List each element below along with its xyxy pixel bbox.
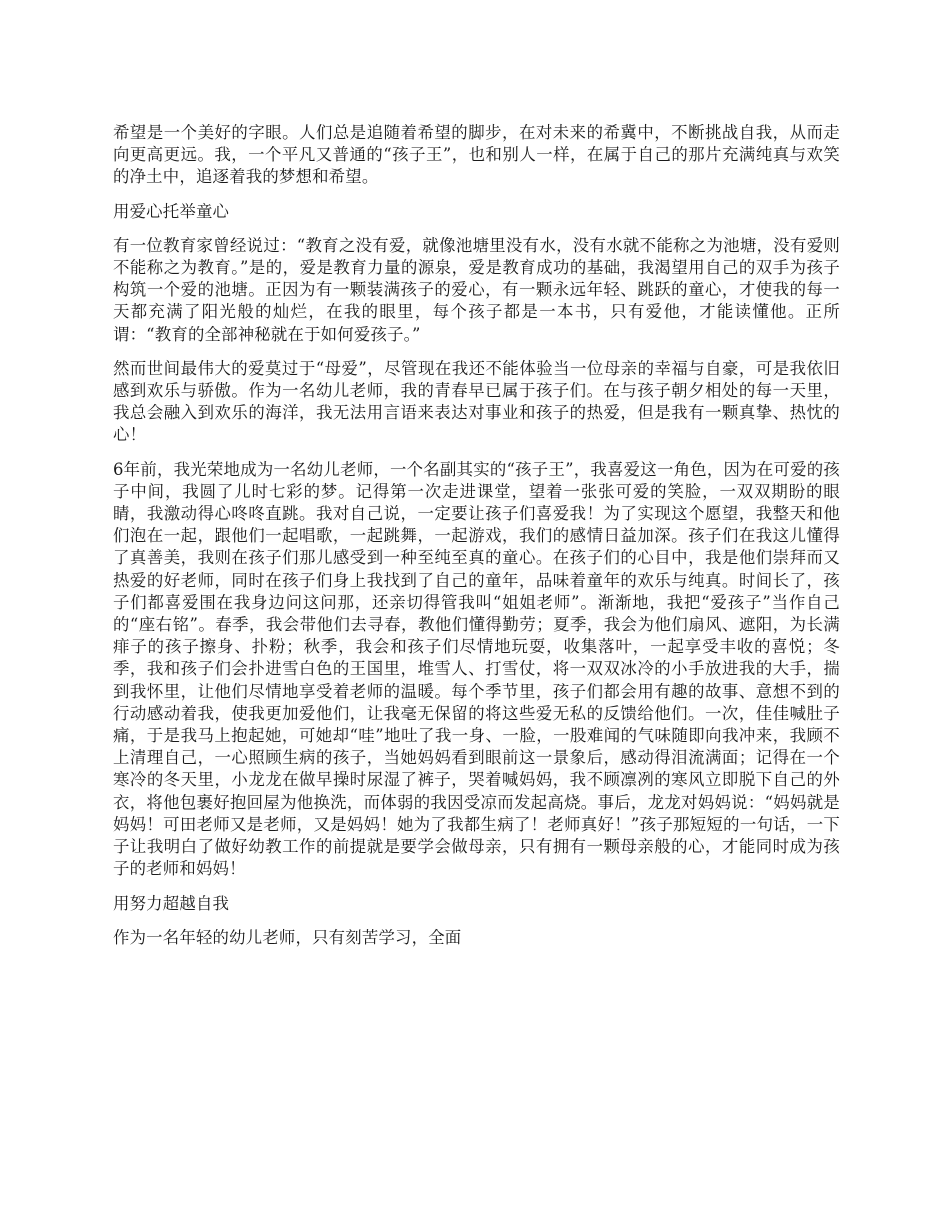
section-heading-effort: 用努力超越自我 bbox=[113, 893, 230, 913]
paragraph-educator-quote: 有一位教育家曾经说过：“教育之没有爱，就像池塘里没有水，没有水就不能称之为池塘，没有爱则不能称之为教育。”是的，爱是教育力量的源泉，爱是教育成功的基础，我渴望用自己的双手为孩子构筑一个爱的池塘。正因为有一颗装满孩子的爱心，有一颗永远年轻、跳跃的童心，才使我的每一天都充满了阳光般的灿烂，在我的眼里，每个孩子都是一本书，只有爱他，才能读懂他。正所谓：“教育的全部神秘就在于如何爱孩子。” bbox=[113, 235, 840, 344]
section-heading-love: 用爱心托举童心 bbox=[113, 201, 230, 221]
intro-paragraph: 希望是一个美好的字眼。人们总是追随着希望的脚步，在对未来的希冀中，不断挑战自我，从而走向更高更远。我，一个平凡又普通的“孩子王”，也和别人一样，在属于自己的那片充满纯真与欢笑的净土中，追逐着我的梦想和希望。 bbox=[113, 123, 840, 187]
paragraph-young-teacher: 作为一名年轻的幼儿老师，只有刻苦学习，全面 bbox=[113, 927, 462, 947]
paragraph-maternal-love: 然而世间最伟大的爱莫过于“母爱”，尽管现在我还不能体验当一位母亲的幸福与自豪，可是我依旧感到欢乐与骄傲。作为一名幼儿老师，我的青春早已属于孩子们。在与孩子朝夕相处的每一天里，我总会融入到欢乐的海洋，我无法用言语来表达对事业和孩子的热爱，但是我有一颗真挚、热忱的心！ bbox=[113, 358, 840, 445]
paragraph-teacher-story: 6年前，我光荣地成为一名幼儿老师，一个名副其实的“孩子王”，我喜爱这一角色，因为在可爱的孩子中间，我圆了儿时七彩的梦。记得第一次走进课堂，望着一张张可爱的笑脸，一双双期盼的眼睛，我激动得心咚咚直跳。我对自己说，一定要让孩子们喜爱我！为了实现这个愿望，我整天和他们泡在一起，跟他们一起唱歌，一起跳舞，一起游戏，我们的感情日益加深。孩子们在我这儿懂得了真善美，我则在孩子们那儿感受到一种至纯至真的童心。在孩子们的心目中，我是他们崇拜而又热爱的好老师，同时在孩子们身上我找到了自己的童年，品味着童年的欢乐与纯真。时间长了，孩子们都喜爱围在我身边问这问那，还亲切得管我叫“姐姐老师”。渐渐地，我把“爱孩子”当作自己的“座右铭”。春季，我会带他们去寻春，教他们懂得勤劳；夏季，我会为他们扇风、遮阳，为长满痱子的孩子擦身、扑粉；秋季，我会和孩子们尽情地玩耍，收集落叶，一起享受丰收的喜悦；冬季，我和孩子们会扑进雪白色的王国里，堆雪人、打雪仗，将一双双冰冷的小手放进我的大手，揣到我怀里，让他们尽情地享受着老师的温暖。每个季节里，孩子们都会用有趣的故事、意想不到的行动感动着我，使我更加爱他们，让我毫无保留的将这些爱无私的反馈给他们。一次，佳佳喊肚子痛，于是我马上抱起她，可她却“哇”地吐了我一身、一脸，一股难闻的气味随即向我冲来，我顾不上清理自己，一心照顾生病的孩子，当她妈妈看到眼前这一景象后，感动得泪流满面；记得在一个寒冷的冬天里，小龙龙在做早操时尿湿了裤子，哭着喊妈妈，我不顾凛冽的寒风立即脱下自己的外衣，将他包裹好抱回屋为他换洗，而体弱的我因受凉而发起高烧。事后，龙龙对妈妈说：“妈妈就是妈妈！可田老师又是老师，又是妈妈！她为了我都生病了！老师真好！”孩子那短短的一句话，一下子让我明白了做好幼教工作的前提就是要学会做母亲，只有拥有一颗母亲般的心，才能同时成为孩子的老师和妈妈！ bbox=[113, 459, 840, 879]
document-page bbox=[113, 122, 840, 961]
